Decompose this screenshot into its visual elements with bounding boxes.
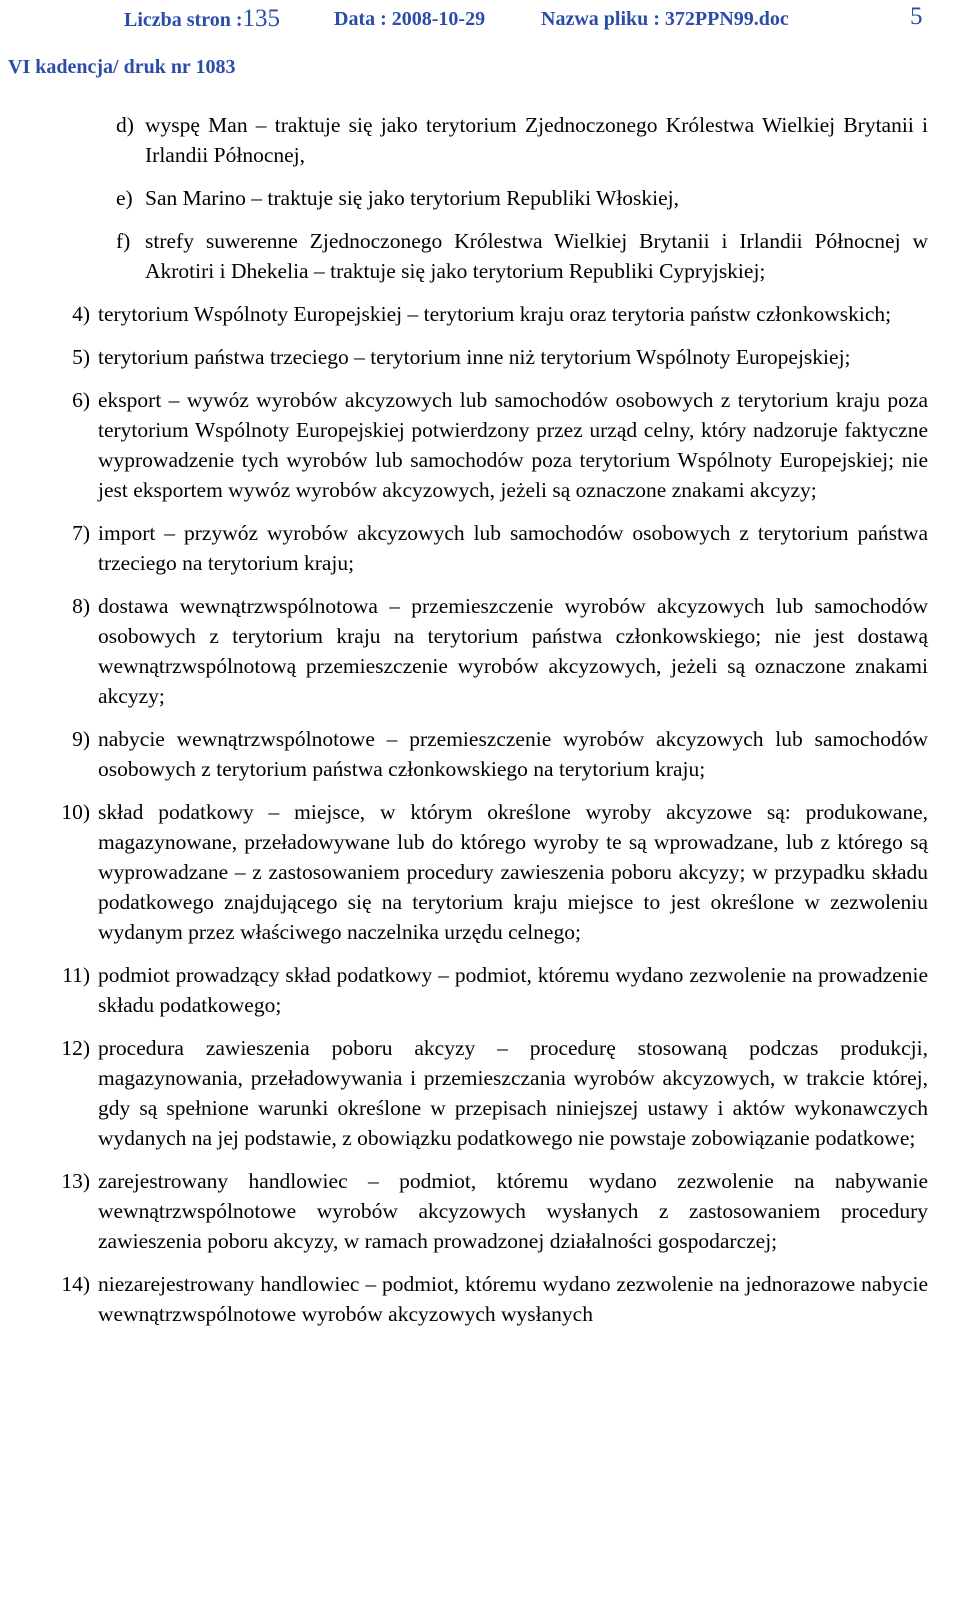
- list-item-text: procedura zawieszenia poboru akcyzy – procedurę stosowaną podczas produkcji, magazynowania, przeładowywania i przemieszczania wyrobów akcyzowych, w trakcie której, gdy są spełnione warunki określone w przepisach niniejszej ustawy i aktów wykonawczych wydanych na jej podstawie, z obowiązku podatkowego nie powstaje zobowiązanie podatkowe;: [98, 1036, 928, 1150]
- list-item-label: 11): [62, 963, 90, 987]
- list-item: [116, 110, 928, 170]
- list-item-label: 7): [72, 521, 90, 545]
- list-item-label: 4): [72, 302, 90, 326]
- list-item-text: niezarejestrowany handlowiec – podmiot, któremu wydano zezwolenie na jednorazowe nabycie wewnątrzwspólnotowe wyrobów akcyzowych wysłanych: [98, 1272, 928, 1326]
- list-item-label: 6): [72, 388, 90, 412]
- page-count-label: Liczba stron :: [124, 9, 243, 31]
- list-item: [61, 797, 928, 947]
- list-item-label: 8): [72, 594, 90, 618]
- list-item: [61, 1033, 928, 1153]
- list-item-label: 9): [72, 727, 90, 751]
- file-name: Nazwa pliku : 372PPN99.doc: [541, 8, 789, 30]
- list-item: [72, 342, 928, 372]
- list-item-text: wyspę Man – traktuje się jako terytorium Zjednoczonego Królestwa Wielkiej Brytanii i Irlandii Północnej,: [145, 113, 928, 167]
- list-item-text: terytorium państwa trzeciego – terytorium inne niż terytorium Wspólnoty Europejskiej;: [98, 345, 851, 369]
- list-item-text: podmiot prowadzący skład podatkowy – podmiot, któremu wydano zezwolenie na prowadzenie składu podatkowego;: [98, 963, 928, 1017]
- list-item-text: import – przywóz wyrobów akcyzowych lub samochodów osobowych z terytorium państwa trzeciego na terytorium kraju;: [98, 521, 928, 575]
- list-item-text: terytorium Wspólnoty Europejskiej – terytorium kraju oraz terytoria państw członkowskich;: [98, 302, 892, 326]
- list-item-text: zarejestrowany handlowiec – podmiot, któremu wydano zezwolenie na nabywanie wewnątrzwspólnotowe wyrobów akcyzowych wysłanych z zastosowaniem procedury zawieszenia poboru akcyzy, w ramach prowadzonej działalności gospodarczej;: [98, 1169, 928, 1253]
- list-item-label: d): [116, 113, 134, 137]
- document-date: Data : 2008-10-29: [334, 8, 486, 30]
- list-item-label: 10): [61, 800, 90, 824]
- list-item-text: nabycie wewnątrzwspólnotowe – przemieszczenie wyrobów akcyzowych lub samochodów osobowych z terytorium państwa członkowskiego na terytorium kraju;: [98, 727, 928, 781]
- list-item: [116, 226, 928, 286]
- list-item: [72, 385, 928, 505]
- list-item-text: eksport – wywóz wyrobów akcyzowych lub samochodów osobowych z terytorium kraju poza terytorium Wspólnoty Europejskiej potwierdzony przez urząd celny, który nadzoruje faktyczne wyprowadzenie tych wyrobów lub samochodów poza terytorium Wspólnoty Europejskiej; nie jest eksportem wywóz wyrobów akcyzowych, jeżeli są oznaczone znakami akcyzy;: [98, 388, 928, 502]
- print-number: VI kadencja/ druk nr 1083: [8, 56, 236, 78]
- list-item-label: e): [116, 186, 133, 210]
- list-item: [61, 1269, 928, 1329]
- list-item-text: strefy suwerenne Zjednoczonego Królestwa Wielkiej Brytanii i Irlandii Północnej w Akrotiri i Dhekelia – traktuje się jako terytorium Republiki Cypryjskiej;: [145, 229, 928, 283]
- list-item-label: 12): [61, 1036, 90, 1060]
- list-item-label: 5): [72, 345, 90, 369]
- page-count-value: 135: [242, 5, 281, 32]
- list-item: [72, 724, 928, 784]
- list-item: [116, 183, 928, 213]
- list-item-text: San Marino – traktuje się jako terytorium Republiki Włoskiej,: [145, 186, 680, 210]
- document-body: [0, 110, 960, 1342]
- list-item-label: f): [116, 229, 131, 253]
- list-item: [61, 1166, 928, 1256]
- list-item-text: dostawa wewnątrzwspólnotowa – przemieszczenie wyrobów akcyzowych lub samochodów osobowych z terytorium kraju na terytorium państwa członkowskiego; nie jest dostawą wewnątrzwspólnotową przemieszczenie wyrobów akcyzowych, jeżeli są oznaczone znakami akcyzy;: [98, 594, 928, 708]
- list-item: [62, 960, 928, 1020]
- page-number: 5: [910, 3, 923, 30]
- list-item-label: 14): [61, 1272, 90, 1296]
- list-item-text: skład podatkowy – miejsce, w którym określone wyroby akcyzowe są: produkowane, magazynowane, przeładowywane lub do którego wyroby te są wprowadzane, lub z którego są wyprowadzane – z zastosowaniem procedury zawieszenia poboru akcyzy; w przypadku składu podatkowego znajdującego się na terytorium kraju miejsce to jest określone w zezwoleniu wydanym przez właściwego naczelnika urzędu celnego;: [98, 800, 928, 944]
- page-header: [0, 0, 960, 80]
- list-item: [72, 591, 928, 711]
- page-count: [124, 6, 280, 31]
- list-item-label: 13): [61, 1169, 90, 1193]
- list-item: [72, 518, 928, 578]
- list-item: [72, 299, 928, 329]
